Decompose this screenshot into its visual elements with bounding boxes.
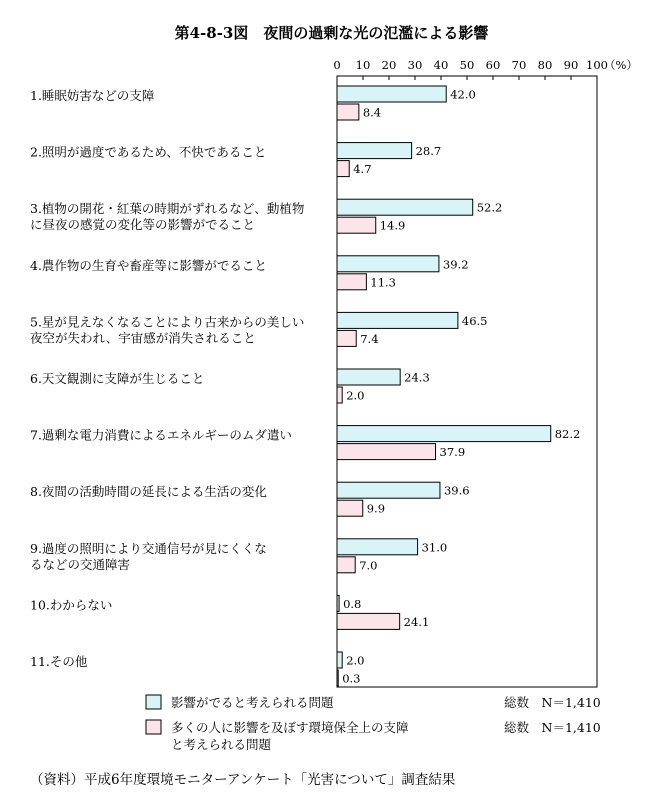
bar-series-1 — [337, 199, 473, 215]
category-label: 4.農作物の生育や畜産等に影響がでること — [30, 257, 267, 273]
x-tick-label: 70 — [511, 58, 527, 72]
x-axis-ticks — [333, 58, 608, 80]
x-tick-label: 10 — [355, 58, 371, 72]
x-tick-label: 100 — [586, 58, 608, 72]
category-label: 10.わからない — [30, 597, 113, 613]
x-tick-label: 40 — [433, 58, 449, 72]
data-label: 9.9 — [366, 501, 386, 516]
bar-series-2 — [337, 387, 342, 403]
unit-label: （%） — [604, 58, 638, 72]
category-label: るなどの交通障害 — [30, 556, 131, 572]
bar-series-2 — [337, 444, 436, 460]
data-label: 39.2 — [442, 257, 469, 272]
x-tick-label: 20 — [381, 58, 397, 72]
data-label: 8.4 — [362, 105, 382, 120]
data-label: 7.4 — [360, 331, 379, 346]
bar-series-1 — [337, 595, 339, 611]
x-tick-label: 30 — [407, 58, 423, 72]
data-label: 31.0 — [421, 540, 448, 555]
x-tick-label: 60 — [485, 58, 501, 72]
legend-label: 多くの人に影響を及ぼす環境保全上の支障 — [171, 720, 409, 735]
data-label: 82.2 — [554, 427, 581, 442]
category-label: に昼夜の感覚の変化等の影響がでること — [30, 217, 256, 233]
bar-series-2 — [337, 670, 338, 686]
data-label: 37.9 — [439, 445, 466, 460]
category-label: 5.星が見えなくなることにより古来からの美しい — [30, 314, 305, 330]
bar-series-2 — [337, 217, 376, 233]
data-label: 46.5 — [461, 313, 488, 328]
bar-series-2 — [337, 104, 359, 120]
data-label: 42.0 — [450, 87, 476, 102]
bar-series-2 — [337, 500, 363, 516]
legend-label: と考えられる問題 — [171, 737, 272, 752]
data-label: 0.8 — [343, 596, 362, 611]
legend-label: 影響がでると考えられる問題 — [171, 695, 334, 710]
bars — [337, 86, 580, 686]
bar-series-2 — [337, 330, 356, 346]
x-tick-label: 0 — [333, 58, 341, 72]
legend-total: 総数 N＝1,410 — [504, 720, 601, 735]
data-label: 24.1 — [403, 614, 430, 629]
category-label: 1.睡眠妨害などの支障 — [30, 88, 155, 103]
data-label: 11.3 — [370, 275, 396, 290]
data-label: 7.0 — [359, 558, 378, 573]
data-label: 4.7 — [353, 162, 372, 177]
category-label: 6.天文観測に支障が生じること — [30, 371, 205, 386]
bar-series-1 — [337, 482, 440, 498]
bar-series-2 — [337, 274, 366, 290]
bar-series-1 — [337, 312, 458, 328]
x-tick-label: 50 — [459, 58, 475, 72]
category-labels — [30, 88, 305, 669]
bar-series-1 — [337, 426, 551, 442]
data-label: 2.0 — [346, 653, 365, 668]
bar-series-1 — [337, 86, 446, 102]
bar-series-2 — [337, 161, 349, 177]
legend-swatch-2 — [146, 720, 161, 734]
data-label: 52.2 — [476, 200, 503, 215]
chart-title: 第4-8-3図 夜間の過剰な光の氾濫による影響 — [174, 24, 489, 42]
data-label: 39.6 — [443, 483, 470, 498]
category-label: 2.照明が過度であるため、不快であること — [30, 144, 267, 160]
bar-series-1 — [337, 369, 400, 385]
category-label: 11.その他 — [30, 654, 88, 669]
category-label: 夜空が失われ、宇宙感が消失されること — [30, 330, 256, 346]
bar-series-1 — [337, 143, 412, 159]
data-label: 28.7 — [415, 144, 442, 159]
bar-series-2 — [337, 613, 400, 629]
data-label: 14.9 — [379, 218, 406, 233]
legend-swatch-1 — [146, 695, 161, 709]
category-label: 9.過度の照明により交通信号が見にくくな — [30, 540, 267, 556]
x-tick-label: 90 — [563, 58, 579, 72]
legend-total: 総数 N＝1,410 — [504, 695, 601, 710]
bar-series-1 — [337, 256, 439, 272]
data-label: 24.3 — [404, 370, 430, 385]
data-label: 0.3 — [342, 671, 361, 686]
x-tick-label: 80 — [537, 58, 553, 72]
bar-series-2 — [337, 557, 355, 573]
source-note: （資料）平成6年度環境モニターアンケート「光害について」調査結果 — [30, 772, 456, 788]
bar-series-1 — [337, 652, 342, 668]
category-label: 8.夜間の活動時間の延長による生活の変化 — [30, 484, 267, 500]
legend — [146, 695, 601, 752]
bar-series-1 — [337, 539, 418, 555]
category-label: 3.植物の開花・紅葉の時期がずれるなど、動植物 — [30, 201, 305, 217]
category-label: 7.過剰な電力消費によるエネルギーのムダ遣い — [30, 427, 292, 443]
data-label: 2.0 — [346, 388, 365, 403]
